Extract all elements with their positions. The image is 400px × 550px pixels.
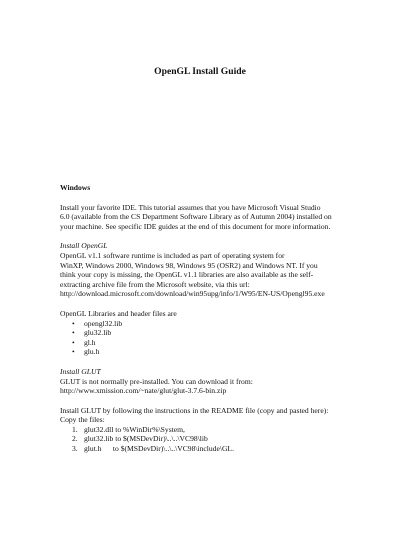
subheading-install-glut: Install GLUT [60, 366, 101, 376]
text-line: WinXP, Windows 2000, Windows 98, Windows 95 (OSR2) and Windows NT. If you [60, 260, 318, 270]
step-text: glut32.dll to %WinDir%\System, [84, 424, 185, 434]
list-item: • glu.h [72, 347, 365, 357]
document-title: OpenGL Install Guide [154, 66, 246, 77]
install-glut-paragraph [60, 377, 365, 396]
list-item [72, 425, 365, 435]
install-opengl-paragraph [60, 251, 365, 299]
list-item: • opengl32.lib [72, 319, 365, 329]
list-item [72, 444, 365, 454]
document-body [60, 183, 365, 454]
glut-download-url[interactable]: http://www.xmission.com/~nate/glut/glut-3.7.6-bin.zip [60, 386, 227, 396]
subheading-install-opengl: Install OpenGL [60, 241, 108, 251]
opengl-download-url[interactable]: http://download.microsoft.com/download/win95upg/info/1/W95/EN-US/Opengl95.exe [60, 289, 325, 299]
list-item: • glu32.lib [72, 328, 365, 338]
step-text: glut32.lib to $(MSDevDir)\..\..\VC98\lib [84, 434, 208, 444]
text-line: extracting archive file from the Microsoft website, via this url: [60, 279, 250, 289]
text-line: 6.0 (available from the CS Department Software Library as of Autumn 2004) installed on [60, 212, 332, 222]
windows-intro [60, 203, 365, 232]
glut-copy-steps [72, 425, 365, 454]
text-line: OpenGL v1.1 software runtime is included as part of operating system for [60, 250, 285, 260]
step-number: 2. [72, 434, 78, 444]
text-line: Install GLUT by following the instructions in the README file (copy and pasted here): [60, 405, 329, 415]
text-line: your machine. See specific IDE guides at the end of this document for more information. [60, 221, 331, 231]
text-line: think your copy is missing, the OpenGL v1.1 libraries are also available as the self- [60, 270, 314, 280]
text-line: Install your favorite IDE. This tutorial assumes that you have Microsoft Visual Studio [60, 202, 321, 212]
step-number: 1. [72, 424, 78, 434]
text-line: Copy the files: [60, 415, 105, 425]
list-item: • gl.h [72, 338, 365, 348]
files-intro: OpenGL Libraries and header files are [60, 308, 177, 318]
section-heading-windows: Windows [60, 183, 91, 192]
text-line: GLUT is not normally pre-installed. You can download it from: [60, 376, 253, 386]
step-number: 3. [72, 444, 78, 454]
step-text: glut.h to $(MSDevDir)\..\..\VC98\include\GL. [84, 444, 234, 454]
list-item [72, 434, 365, 444]
opengl-files-list [72, 319, 365, 357]
glut-instructions [60, 406, 365, 425]
